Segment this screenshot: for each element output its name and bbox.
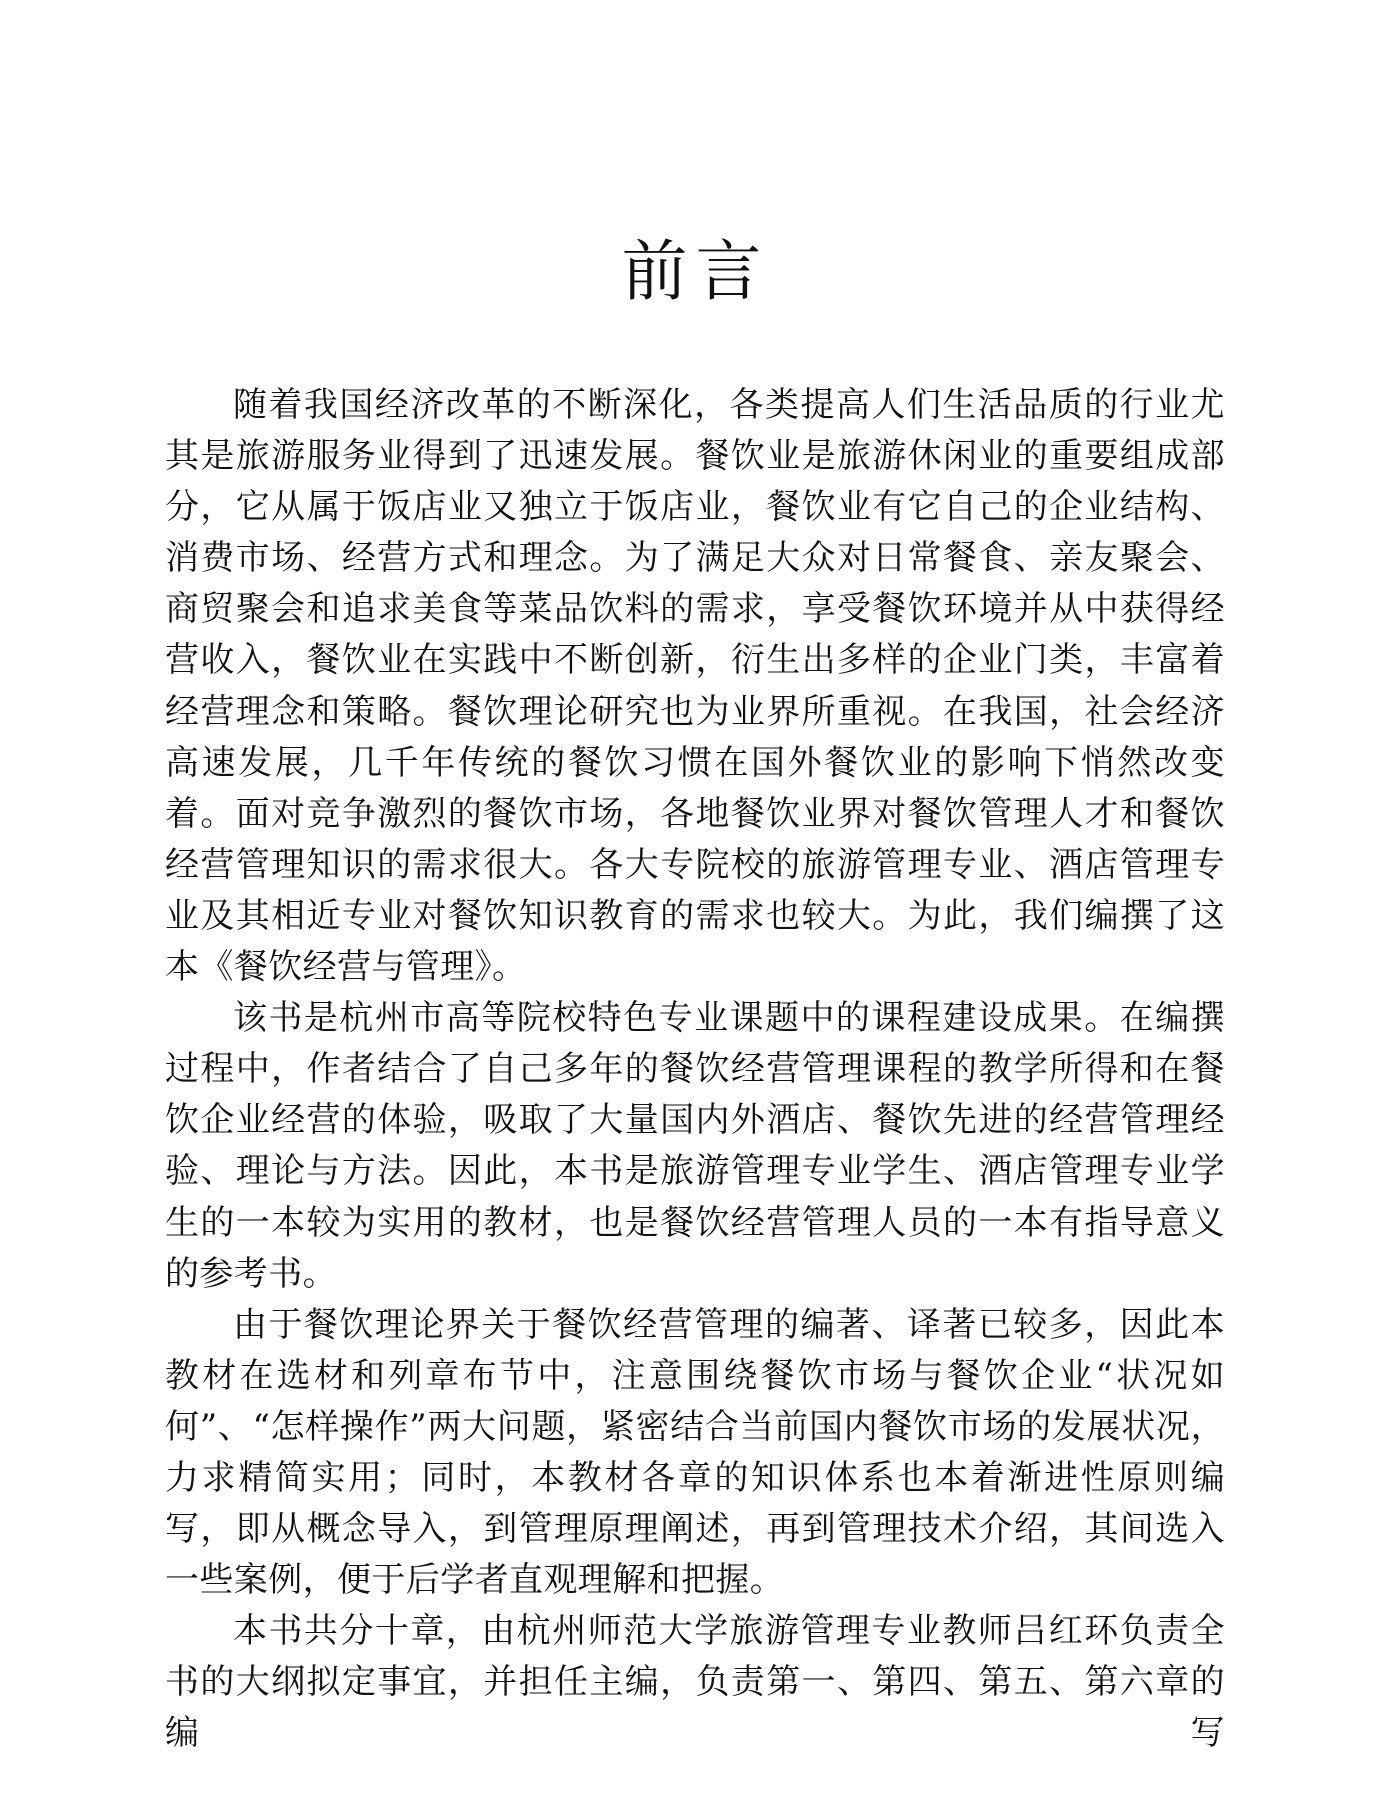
paragraph-4: 本书共分十章，由杭州师范大学旅游管理专业教师吕红环负责全书的大纲拟定事宜，并担任主编，负责第一、第四、第五、第六章的编写 xyxy=(165,1611,1225,1754)
page-title: 前言 xyxy=(621,233,770,310)
body-text xyxy=(165,380,1225,1760)
paragraph-2: 该书是杭州市高等院校特色专业课题中的课程建设成果。在编撰过程中，作者结合了自己多年的餐饮经营管理课程的教学所得和在餐饮企业经营的体验，吸取了大量国内外酒店、餐饮先进的经营管理经验、理论与方法。因此，本书是旅游管理专业学生、酒店管理专业学生的一本较为实用的教材，也是餐饮经营管理人员的一本有指导意义的参考书。 xyxy=(165,998,1225,1294)
paragraph-3: 由于餐饮理论界关于餐饮经营管理的编著、译著已较多，因此本教材在选材和列章布节中，注意围绕餐饮市场与餐饮企业“状况如何”、“怎样操作”两大问题，紧密结合当前国内餐饮市场的发展状况，力求精简实用；同时，本教材各章的知识体系也本着渐进性原则编写，即从概念导入，到管理原理阐述，再到管理技术介绍，其间选入一些案例，便于后学者直观理解和把握。 xyxy=(165,1304,1225,1601)
paragraph-1: 随着我国经济改革的不断深化，各类提高人们生活品质的行业尤其是旅游服务业得到了迅速发展。餐饮业是旅游休闲业的重要组成部分，它从属于饭店业又独立于饭店业，餐饮业有它自己的企业结构、消费市场、经营方式和理念。为了满足大众对日常餐食、亲友聚会、商贸聚会和追求美食等菜品饮料的需求，享受餐饮环境并从中获得经营收入，餐饮业在实践中不断创新，衍生出多样的企业门类，丰富着经营理念和策略。餐饮理论研究也为业界所重视。在我国，社会经济高速发展，几千年传统的餐饮习惯在国外餐饮业的影响下悄然改变着。面对竞争激烈的餐饮市场，各地餐饮业界对餐饮管理人才和餐饮经营管理知识的需求很大。各大专院校的旅游管理专业、酒店管理专业及其相近专业对餐饮知识教育的需求也较大。为此，我们编撰了这本《餐饮经营与管理》。 xyxy=(165,385,1225,988)
